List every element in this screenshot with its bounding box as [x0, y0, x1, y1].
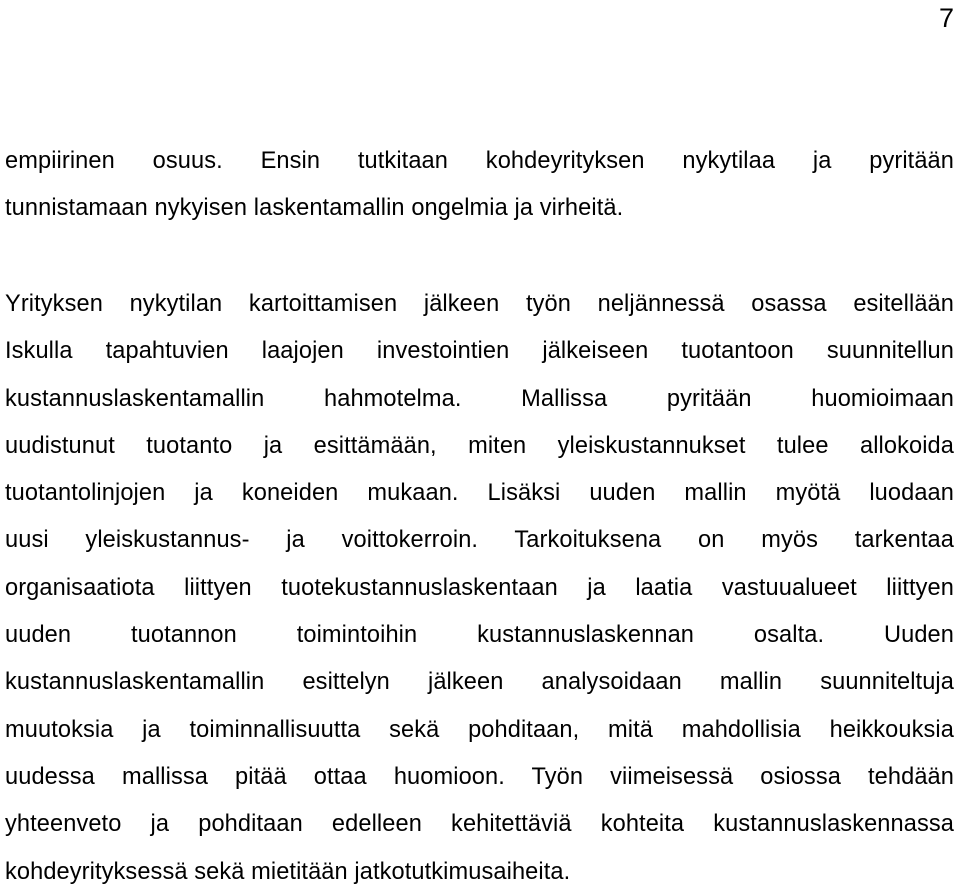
- text-line: Yrityksen nykytilan kartoittamisen jälkeen työn neljännessä osassa esitellään: [5, 291, 954, 317]
- text-line: yhteenveto ja pohditaan edelleen kehitettäviä kohteita kustannuslaskennassa: [5, 811, 954, 838]
- text-line: organisaatiota liittyen tuotekustannuslaskentaan ja laatia vastuualueet liittyen: [5, 574, 954, 601]
- text-line: tuotantolinjojen ja koneiden mukaan. Lisäksi uuden mallin myötä luodaan: [5, 480, 954, 507]
- text-line: kohdeyrityksessä sekä mietitään jatkotutkimusaiheita.: [5, 858, 571, 885]
- text-line: Iskulla tapahtuvien laajojen investointien jälkeiseen tuotantoon suunnitellun: [5, 338, 954, 365]
- page-number: 7: [938, 3, 954, 33]
- paragraph-intro-continuation: [5, 138, 954, 233]
- paragraph-structure-overview: [5, 281, 954, 896]
- text-line: uudessa mallissa pitää ottaa huomioon. Työn viimeisessä osiossa tehdään: [5, 763, 954, 790]
- text-line: tunnistamaan nykyisen laskentamallin ongelmia ja virheitä.: [5, 195, 624, 222]
- text-line: uusi yleiskustannus- ja voittokerroin. Tarkoituksena on myös tarkentaa: [5, 527, 954, 554]
- text-line: uudistunut tuotanto ja esittämään, miten yleiskustannukset tulee allokoida: [5, 432, 954, 459]
- text-line: muutoksia ja toiminnallisuutta sekä pohditaan, mitä mahdollisia heikkouksia: [5, 716, 954, 743]
- text-line: kustannuslaskentamallin hahmotelma. Mallissa pyritään huomioimaan: [5, 385, 954, 412]
- text-line: uuden tuotannon toimintoihin kustannuslaskennan osalta. Uuden: [5, 622, 954, 649]
- text-line: empiirinen osuus. Ensin tutkitaan kohdeyrityksen nykytilaa ja pyritään: [5, 148, 954, 174]
- text-line: kustannuslaskentamallin esittelyn jälkeen analysoidaan mallin suunniteltuja: [5, 669, 954, 696]
